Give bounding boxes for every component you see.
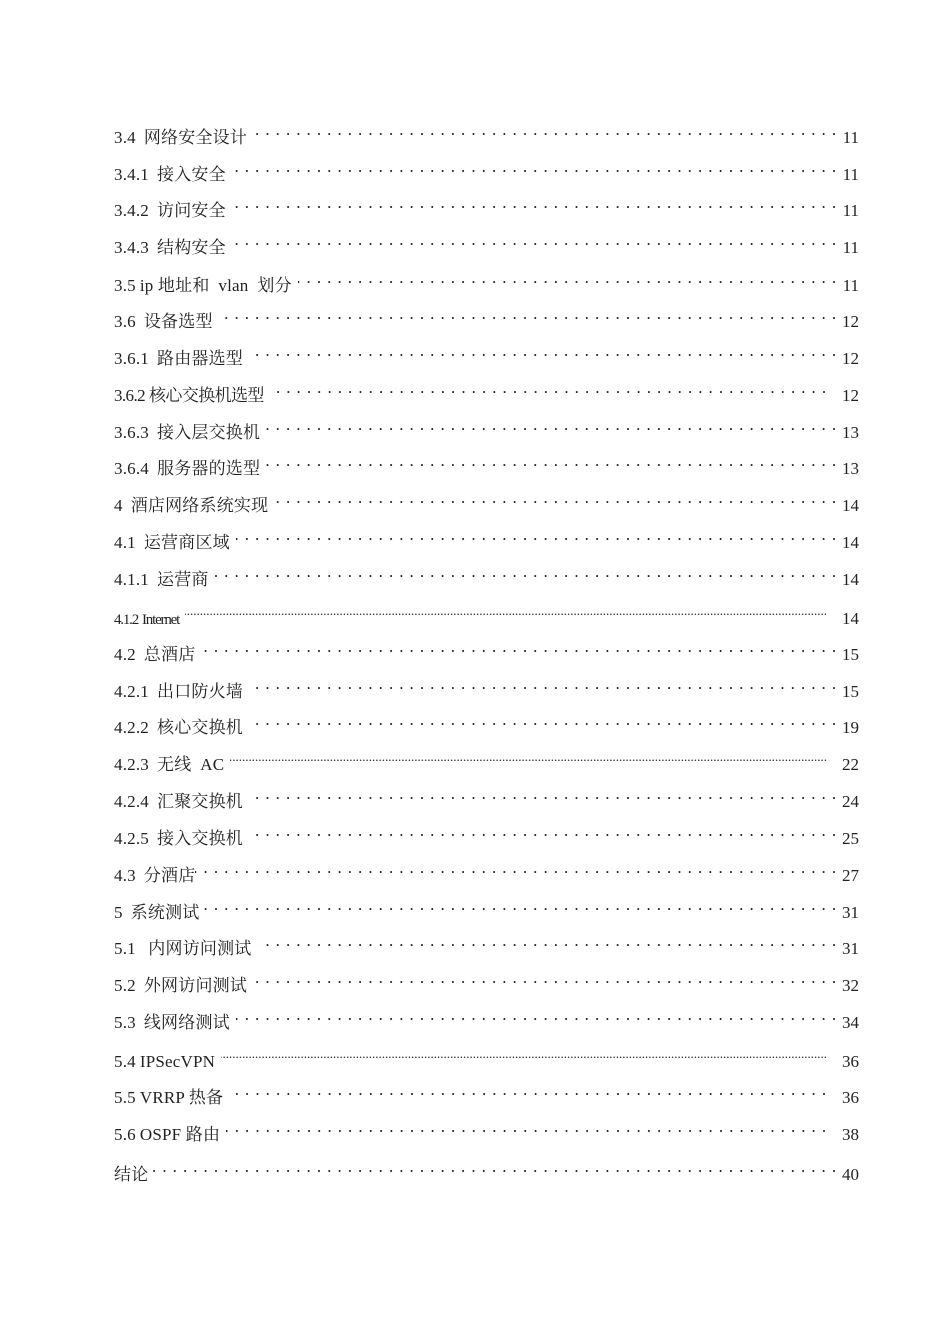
toc-entry-title: 运营商区域 (143, 533, 230, 552)
toc-entry-title: 运营商 (157, 570, 209, 589)
leader-dots (258, 928, 837, 954)
toc-entry-number: 4.1.1 (114, 570, 149, 589)
toc-entry-page: 36 (842, 1088, 859, 1107)
toc-entry-title: 内网访问测试 (143, 939, 252, 958)
toc-entry-5-2[interactable] (114, 965, 859, 995)
toc-entry-5-6[interactable] (114, 1114, 859, 1144)
toc-entry-title: IPSecVPN (139, 1052, 216, 1071)
toc-entry-page: 11 (842, 238, 859, 257)
leader-dots (249, 671, 837, 697)
toc-entry-3-6[interactable] (114, 301, 859, 331)
leader-dots (215, 559, 837, 585)
toc-entry-title: OSPF 路由 (139, 1125, 221, 1144)
toc-entry-number: 5.4 (114, 1052, 136, 1071)
toc-entry-page: 25 (842, 829, 859, 848)
leader-dots (201, 634, 837, 660)
leader-dots (185, 598, 827, 624)
toc-entry-page: 40 (842, 1165, 859, 1184)
toc-entry-number: 3.5 (114, 276, 136, 295)
toc-entry-page: 13 (842, 423, 859, 442)
toc-entry-3-4-2[interactable] (114, 190, 859, 220)
toc-entry-number: 4.2.3 (114, 755, 149, 774)
toc-entry-3-5[interactable] (114, 265, 859, 295)
toc-entry-4-2-4[interactable] (114, 781, 859, 811)
toc-entry-number: 5 (114, 903, 123, 922)
toc-entry-number: 3.6 (114, 312, 136, 331)
toc-entry-page: 14 (842, 570, 859, 589)
toc-entry-4-2-1[interactable] (114, 671, 859, 701)
toc-entry-title: 结论 (114, 1165, 149, 1184)
toc-entry-number: 4.2.1 (114, 682, 149, 701)
toc-entry-page: 31 (842, 903, 859, 922)
toc-entry-number: 5.3 (114, 1013, 136, 1032)
leader-dots (249, 818, 837, 844)
toc-entry-conclusion[interactable] (114, 1154, 859, 1184)
leader-dots (195, 855, 837, 881)
toc-entry-number: 4 (114, 496, 123, 515)
leader-dots (253, 117, 837, 143)
toc-entry-page: 11 (842, 128, 859, 147)
toc-entry-page: 15 (842, 682, 859, 701)
leader-dots (236, 522, 837, 548)
toc-entry-number: 3.6.3 (114, 423, 149, 442)
toc-entry-title: 分酒店 (143, 866, 196, 885)
toc-entry-title: 无线 AC (157, 755, 225, 774)
toc-entry-number: 5.6 (114, 1125, 136, 1144)
toc-entry-page: 32 (842, 976, 859, 995)
toc-entry-4[interactable] (114, 485, 859, 515)
toc-entry-page: 38 (842, 1125, 859, 1144)
toc-entry-title: 服务器的选型 (157, 459, 261, 478)
toc-entry-number: 4.2.5 (114, 829, 149, 848)
toc-entry-page: 12 (842, 312, 859, 331)
toc-entry-page: 11 (842, 201, 859, 220)
toc-entry-number: 5.1 (114, 939, 136, 958)
toc-entry-number: 3.4.2 (114, 201, 149, 220)
leader-dots (270, 375, 827, 401)
toc-entry-title: 接入层交换机 (157, 423, 261, 442)
toc-entry-page: 24 (842, 792, 859, 811)
toc-entry-number: 3.6.2 (114, 386, 146, 405)
toc-entry-title: 出口防火墙 (157, 682, 243, 701)
leader-dots (221, 1041, 827, 1067)
toc-entry-page: 14 (842, 533, 859, 552)
leader-dots (229, 1077, 827, 1103)
toc-entry-page: 15 (842, 645, 859, 664)
toc-entry-page: 13 (842, 459, 859, 478)
leader-dots (249, 338, 837, 364)
toc-entry-3-6-4[interactable] (114, 448, 859, 478)
toc-entry-3-4-1[interactable] (114, 154, 859, 184)
toc-entry-page: 27 (842, 866, 859, 885)
leader-dots (148, 1154, 837, 1180)
toc-entry-5-4[interactable] (114, 1041, 859, 1071)
toc-entry-4-2-2[interactable] (114, 707, 859, 737)
toc-entry-number: 3.4 (114, 128, 136, 147)
toc-entry-page: 19 (842, 718, 859, 737)
toc-entry-3-4-3[interactable] (114, 227, 859, 257)
toc-entry-number: 3.6.4 (114, 459, 149, 478)
leader-dots (226, 1114, 827, 1140)
toc-entry-page: 22 (842, 755, 859, 774)
toc-entry-title: 设备选型 (143, 312, 213, 331)
toc-entry-5[interactable] (114, 892, 859, 922)
toc-entry-number: 4.2 (114, 645, 136, 664)
toc-entry-number: 5.5 (114, 1088, 136, 1107)
toc-entry-page: 34 (842, 1013, 859, 1032)
toc-entry-title: ip 地址和 vlan 划分 (139, 276, 292, 295)
toc-entry-page: 11 (842, 165, 859, 184)
toc-entry-title: 酒店网络系统实现 (130, 496, 269, 515)
leader-dots (249, 707, 837, 733)
toc-entry-title: Internet (142, 612, 180, 628)
toc-entry-number: 4.2.4 (114, 792, 149, 811)
toc-entry-title: 汇聚交换机 (157, 792, 243, 811)
toc-entry-4-2-5[interactable] (114, 818, 859, 848)
leader-dots (249, 781, 837, 807)
toc-entry-3-6-3[interactable] (114, 412, 859, 442)
toc-entry-page: 36 (842, 1052, 859, 1071)
toc-entry-4-2[interactable] (114, 634, 859, 664)
toc-entry-title: 接入交换机 (157, 829, 243, 848)
toc-entry-title: VRRP 热备 (139, 1088, 224, 1107)
leader-dots (266, 448, 837, 474)
toc-entry-page: 14 (842, 609, 859, 628)
toc-entry-3-6-1[interactable] (114, 338, 859, 368)
toc-entry-title: 路由器选型 (157, 349, 243, 368)
toc-entry-title: 访问安全 (157, 201, 226, 220)
toc-entry-number: 5.2 (114, 976, 136, 995)
toc-entry-5-1[interactable] (114, 928, 859, 958)
leader-dots (266, 412, 837, 438)
leader-dots (298, 265, 837, 291)
leader-dots (232, 154, 837, 180)
leader-dots (230, 744, 827, 770)
toc-entry-number: 3.4.3 (114, 238, 149, 257)
toc-entry-number: 3.6.1 (114, 349, 149, 368)
toc-entry-title: 核心交换机选型 (149, 386, 264, 405)
toc-entry-5-3[interactable] (114, 1002, 859, 1032)
leader-dots (253, 965, 837, 991)
toc-entry-title: 网络安全设计 (143, 128, 248, 147)
leader-dots (232, 227, 837, 253)
toc-entry-title: 线网络测试 (143, 1013, 230, 1032)
toc-entry-5-5[interactable] (114, 1077, 859, 1107)
toc-entry-page: 31 (842, 939, 859, 958)
leader-dots (200, 892, 837, 918)
leader-dots (232, 190, 837, 216)
toc-entry-title: 外网访问测试 (143, 976, 248, 995)
toc-entry-page: 14 (842, 496, 859, 515)
toc-entry-number: 4.1 (114, 533, 136, 552)
toc-entry-3-4[interactable] (114, 117, 859, 147)
toc-entry-3-6-2[interactable] (114, 375, 859, 405)
toc-entry-4-1-1[interactable] (114, 559, 859, 589)
leader-dots (274, 485, 837, 511)
leader-dots (219, 301, 837, 327)
toc-entry-page: 11 (842, 276, 859, 295)
toc-entry-number: 3.4.1 (114, 165, 149, 184)
toc-entry-title: 系统测试 (130, 903, 200, 922)
toc-entry-title: 接入安全 (157, 165, 226, 184)
toc-entry-number: 4.2.2 (114, 718, 149, 737)
toc-entry-page: 12 (842, 349, 859, 368)
toc-entry-4-2-3[interactable] (114, 744, 859, 774)
toc-entry-4-3[interactable] (114, 855, 859, 885)
leader-dots (236, 1002, 837, 1028)
toc-entry-title: 核心交换机 (157, 718, 243, 737)
toc-entry-number: 4.1.2 (114, 612, 139, 628)
toc-entry-title: 总酒店 (143, 645, 196, 664)
toc-entry-title: 结构安全 (157, 238, 226, 257)
toc-entry-4-1-2[interactable] (114, 598, 859, 628)
toc-entry-number: 4.3 (114, 866, 136, 885)
toc-entry-4-1[interactable] (114, 522, 859, 552)
toc-entry-page: 12 (842, 386, 859, 405)
